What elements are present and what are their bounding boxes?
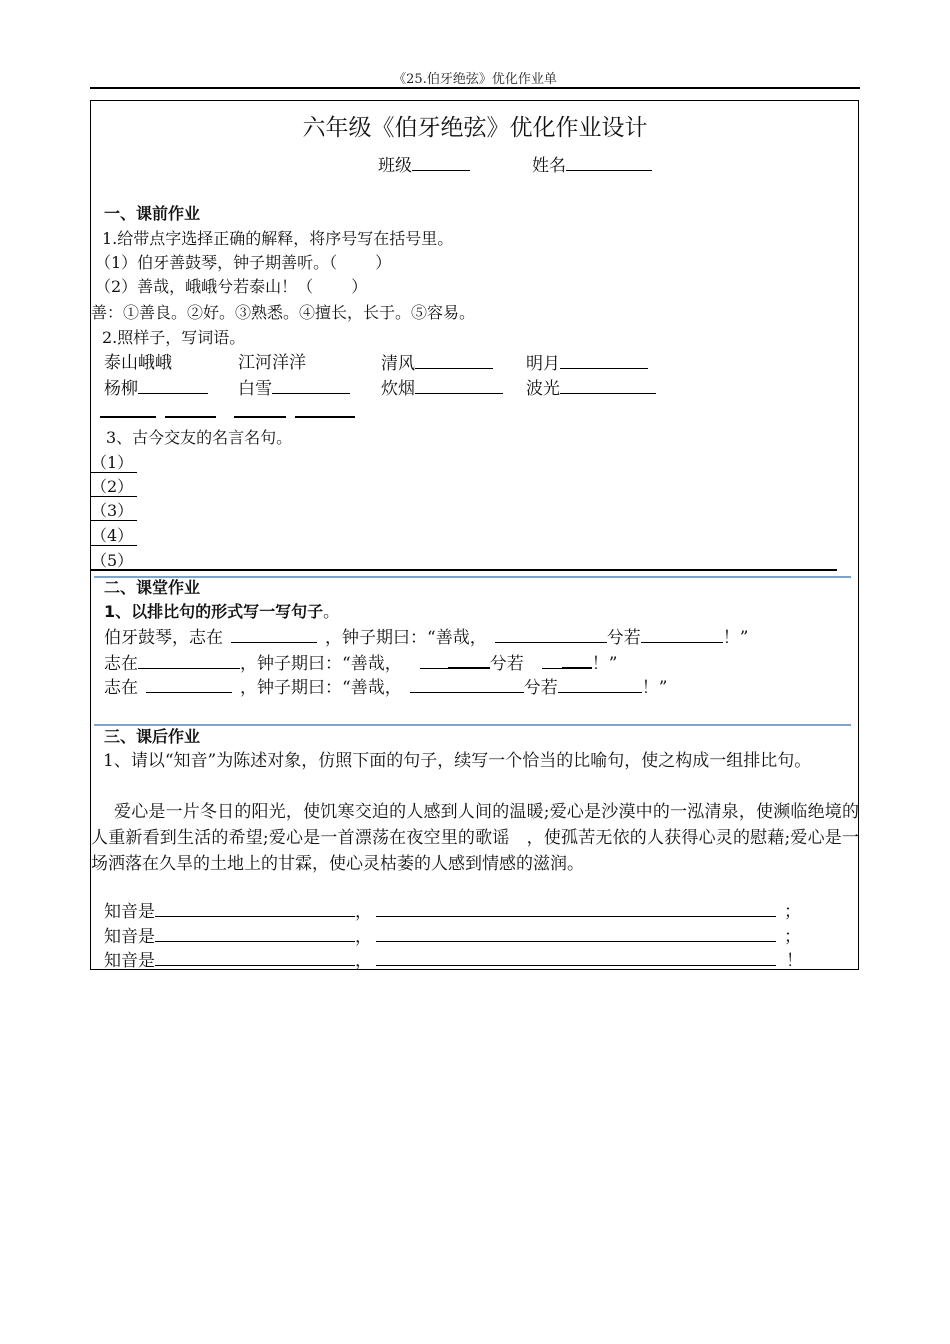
line3-part-c: 兮若 bbox=[523, 678, 558, 698]
word-7-label: 炊烟 bbox=[381, 379, 415, 399]
quote-line-3[interactable] bbox=[91, 500, 137, 522]
answer-line-2 bbox=[104, 925, 801, 948]
word-6-blank[interactable] bbox=[272, 377, 350, 394]
line2-part-a: 志在 bbox=[104, 654, 138, 674]
line2-blank-1[interactable] bbox=[138, 652, 240, 669]
extra-blank-3[interactable] bbox=[234, 416, 286, 418]
section2-blue-rule bbox=[94, 576, 851, 578]
name-blank[interactable] bbox=[566, 154, 652, 171]
answer-2-label: 知音是 bbox=[104, 927, 155, 947]
section2-q1-end: 。 bbox=[323, 602, 340, 621]
section1-q1-item2 bbox=[95, 276, 367, 298]
section1-divider bbox=[90, 569, 837, 571]
word-3-label: 清风 bbox=[381, 354, 415, 374]
line3-blank-3[interactable] bbox=[558, 676, 642, 693]
word-field-8[interactable] bbox=[526, 377, 656, 400]
line2-part-c: 兮若 bbox=[489, 654, 524, 674]
section1-heading: 一、课前作业 bbox=[104, 204, 201, 223]
word-example-1: 泰山峨峨 bbox=[104, 353, 172, 373]
line3-part-b: ，钟子期曰：“善哉， bbox=[240, 678, 402, 698]
header-rule bbox=[90, 87, 860, 89]
line2-blank-2a[interactable] bbox=[420, 652, 448, 669]
class-field[interactable] bbox=[378, 154, 470, 177]
answer-1-comma: ， bbox=[355, 902, 372, 922]
line1-part-b: ，钟子期曰：“善哉， bbox=[325, 628, 487, 648]
section1-q1-options: 善：①善良。②好。③熟悉。④擅长，长于。⑤容易。 bbox=[91, 303, 476, 322]
word-6-label: 白雪 bbox=[238, 379, 272, 399]
class-label: 班级 bbox=[378, 156, 412, 176]
answer-line-3 bbox=[104, 949, 803, 972]
section1-q2: 2.照样子，写词语。 bbox=[102, 328, 246, 347]
section2-q1 bbox=[104, 601, 339, 623]
word-field-6[interactable] bbox=[238, 377, 350, 400]
quote-label-1: （1） bbox=[91, 453, 137, 473]
extra-blank-1[interactable] bbox=[100, 416, 156, 418]
quote-line-4[interactable] bbox=[91, 525, 137, 547]
line2-blank-3b[interactable] bbox=[562, 651, 592, 669]
line1-part-d: ！” bbox=[722, 628, 749, 648]
line1-blank-1[interactable] bbox=[231, 626, 317, 643]
parallel-line-1 bbox=[104, 626, 748, 649]
answer-1-label: 知音是 bbox=[104, 902, 155, 922]
section3-q1: 1、请以“知音”为陈述对象，仿照下面的句子，续写一个恰当的比喻句，使之构成一组排比句。 bbox=[103, 751, 812, 771]
line3-blank-1[interactable] bbox=[146, 676, 232, 693]
word-example-2: 江河洋洋 bbox=[238, 353, 306, 373]
section2-heading: 二、课堂作业 bbox=[104, 578, 201, 597]
answer-3-comma: ， bbox=[355, 951, 372, 971]
answer-1-end: ； bbox=[784, 902, 801, 922]
word-8-blank[interactable] bbox=[560, 377, 656, 394]
section3-heading: 三、课后作业 bbox=[104, 727, 201, 746]
parallel-line-3 bbox=[104, 676, 667, 699]
quote-label-5: （5） bbox=[91, 551, 134, 570]
line2-part-d: ！” bbox=[591, 654, 618, 674]
section3-blue-rule bbox=[94, 724, 851, 726]
quote-label-3: （3） bbox=[91, 501, 137, 521]
quote-line-1[interactable] bbox=[91, 452, 137, 474]
word-7-blank[interactable] bbox=[415, 377, 503, 394]
line2-blank-3a[interactable] bbox=[542, 652, 562, 669]
worksheet-title: 六年级《伯牙绝弦》优化作业设计 bbox=[302, 115, 648, 141]
quote-label-2: （2） bbox=[91, 477, 137, 497]
word-5-label: 杨柳 bbox=[104, 379, 138, 399]
line1-blank-2[interactable] bbox=[495, 626, 607, 643]
answer-3-label: 知音是 bbox=[104, 951, 155, 971]
line1-part-c: 兮若 bbox=[606, 628, 641, 648]
word-field-3[interactable] bbox=[381, 352, 493, 375]
page-header: 《25.伯牙绝弦》优化作业单 bbox=[393, 72, 557, 87]
line1-blank-3[interactable] bbox=[641, 626, 723, 643]
section1-q3: 3、古今交友的名言名句。 bbox=[106, 428, 293, 447]
answer-2-end: ； bbox=[784, 927, 801, 947]
line3-blank-2[interactable] bbox=[410, 676, 524, 693]
section1-q1: 1.给带点字选择正确的解释，将序号写在括号里。 bbox=[102, 229, 454, 248]
line1-part-a: 伯牙鼓琴，志在 bbox=[104, 628, 223, 648]
parallel-line-2 bbox=[104, 651, 617, 675]
line3-part-a: 志在 bbox=[104, 678, 138, 698]
word-4-blank[interactable] bbox=[560, 352, 648, 369]
word-3-blank[interactable] bbox=[415, 352, 493, 369]
answer-3-blank-a[interactable] bbox=[155, 949, 355, 966]
word-4-label: 明月 bbox=[526, 354, 560, 374]
word-5-blank[interactable] bbox=[138, 377, 208, 394]
extra-blank-2[interactable] bbox=[165, 416, 216, 418]
item2-paren: ） bbox=[351, 277, 368, 296]
word-field-4[interactable] bbox=[526, 352, 648, 375]
section1-q1-item1 bbox=[95, 252, 391, 274]
word-field-7[interactable] bbox=[381, 377, 503, 400]
item2-text: （2）善哉，峨峨兮若泰山！（ bbox=[95, 277, 314, 296]
answer-line-1 bbox=[104, 900, 801, 923]
answer-2-blank-b[interactable] bbox=[376, 925, 776, 942]
answer-1-blank-b[interactable] bbox=[376, 900, 776, 917]
line2-part-b: ，钟子期曰：“善哉， bbox=[240, 654, 402, 674]
answer-3-end: ！ bbox=[786, 951, 803, 971]
extra-blank-4[interactable] bbox=[295, 416, 355, 418]
quote-label-4: （4） bbox=[91, 526, 137, 546]
answer-1-blank-a[interactable] bbox=[155, 900, 355, 917]
answer-2-comma: ， bbox=[355, 927, 372, 947]
item1-paren: ） bbox=[375, 253, 392, 272]
answer-3-blank-b[interactable] bbox=[376, 949, 776, 966]
name-label: 姓名 bbox=[532, 156, 566, 176]
section2-q1-text: 1、以排比句的形式写一写句子 bbox=[104, 602, 324, 621]
word-8-label: 波光 bbox=[526, 379, 560, 399]
answer-2-blank-a[interactable] bbox=[155, 925, 355, 942]
word-field-5[interactable] bbox=[104, 377, 208, 400]
line2-blank-2b[interactable] bbox=[448, 651, 490, 669]
item1-text: （1）伯牙善鼓琴，钟子期善听。（ bbox=[95, 253, 338, 272]
line3-part-d: ！” bbox=[641, 678, 668, 698]
class-blank[interactable] bbox=[412, 154, 470, 171]
name-field[interactable] bbox=[532, 154, 652, 177]
quote-line-2[interactable] bbox=[91, 476, 137, 498]
section3-passage: 爱心是一片冬日的阳光，使饥寒交迫的人感到人间的温暖;爱心是沙漠中的一泓清泉，使濒临绝境的人重新看到生活的希望;爱心是一首漂荡在夜空里的歌谣 ，使孤苦无依的人获得心灵的慰藉;爱心是一场洒落在久旱的土地上的甘霖，使心灵枯萎的人感到情感的滋润。 bbox=[91, 802, 859, 874]
